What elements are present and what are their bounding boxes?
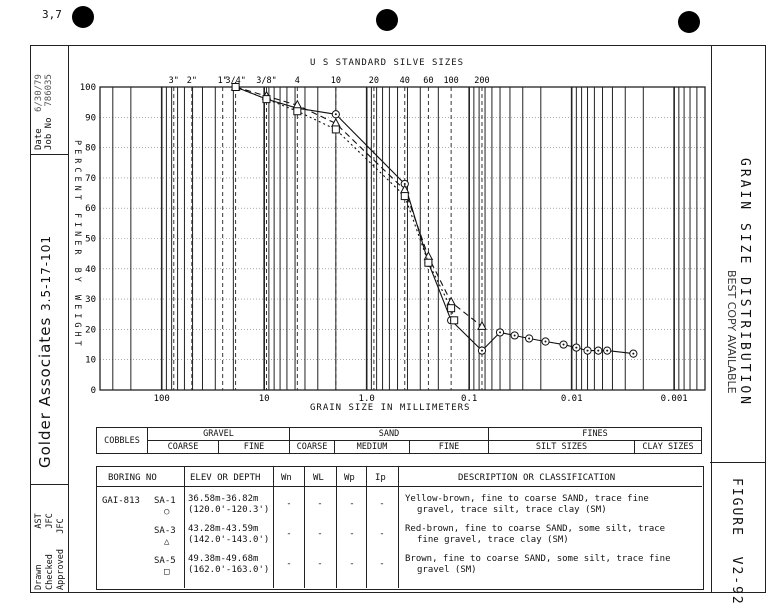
- x-tick-label: 1.0: [358, 394, 375, 404]
- header-ip: Ip: [375, 473, 386, 483]
- corner-mark: 3,7: [42, 8, 62, 21]
- elevation-metric: 43.28m-43.59m: [188, 524, 259, 534]
- best-copy-stamp: BEST COPY AVAILABLE: [725, 270, 738, 394]
- plastic-limit: -: [349, 529, 355, 539]
- data-point-dot: [606, 350, 608, 352]
- water-content: -: [286, 529, 292, 539]
- approved-label: Approved: [56, 549, 66, 590]
- series-line: [236, 87, 482, 326]
- water-content: -: [286, 559, 292, 569]
- checked-value: JFC: [45, 513, 55, 529]
- sieve-label: 3": [168, 76, 179, 86]
- y-tick-label: 20: [85, 325, 96, 336]
- x-tick-label: 0.1: [461, 394, 478, 404]
- elevation-feet: (162.0'-163.0'): [188, 565, 270, 575]
- water-content: -: [286, 499, 292, 509]
- sand-medium-cell: MEDIUM: [335, 441, 410, 454]
- sieve-label: 10: [330, 76, 341, 86]
- date-label: Date: [34, 128, 44, 150]
- y-axis-label: PERCENT FINER BY WEIGHT: [72, 140, 82, 350]
- y-tick-label: 50: [85, 234, 96, 245]
- figure-title: GRAIN SIZE DISTRIBUTION: [737, 158, 752, 408]
- y-tick-label: 70: [85, 173, 96, 184]
- y-tick-label: 100: [79, 83, 96, 93]
- col-rule: [184, 466, 185, 588]
- chart-grid: [100, 87, 705, 390]
- header-wl: WL: [313, 473, 324, 483]
- plasticity-index: -: [379, 499, 385, 509]
- sieve-label: 2": [186, 76, 197, 86]
- chart-labels: [80, 76, 688, 404]
- description-line: gravel (SM): [417, 565, 477, 575]
- drawn-value: AST: [34, 513, 44, 529]
- borings-header-rule: [96, 486, 702, 487]
- data-point-square: [425, 259, 432, 266]
- soil-classification-bar: [96, 427, 702, 454]
- data-point-dot: [587, 350, 589, 352]
- y-tick-label: 80: [85, 143, 96, 154]
- sieve-label: 200: [474, 76, 490, 86]
- elevation-feet: (120.0'-120.3'): [188, 505, 270, 515]
- data-point-dot: [632, 353, 634, 355]
- approved-value: JFC: [56, 518, 66, 534]
- sieve-label: 4: [294, 76, 300, 86]
- figure-label: FIGURE V2-92: [729, 478, 744, 606]
- sand-fine-cell: FINE: [410, 441, 489, 454]
- fines-cell: FINES: [489, 428, 702, 441]
- silt-sizes-cell: SILT SIZES: [489, 441, 635, 454]
- data-point-triangle: [447, 298, 455, 306]
- y-tick-label: 10: [85, 355, 96, 366]
- col-rule: [336, 466, 337, 588]
- data-point-dot: [335, 113, 337, 115]
- y-tick-label: 40: [85, 264, 96, 275]
- sample-id: SA-5: [154, 556, 176, 566]
- plastic-limit: -: [349, 559, 355, 569]
- liquid-limit: -: [317, 529, 323, 539]
- col-rule: [273, 466, 274, 588]
- elevation-metric: 49.38m-49.68m: [188, 554, 259, 564]
- gravel-cell: GRAVEL: [148, 428, 290, 441]
- data-point-square: [332, 126, 339, 133]
- figure-number: V2-92: [729, 556, 744, 606]
- sieve-label: 20: [368, 76, 380, 86]
- job-label: Job No: [44, 117, 54, 150]
- header-boring: BORING NO: [108, 473, 157, 483]
- sieve-label: 1": [217, 76, 228, 86]
- date-value: 6/30/79: [34, 74, 44, 113]
- x-tick-label: 0.01: [560, 394, 583, 404]
- sand-coarse-cell: COARSE: [290, 441, 335, 454]
- description-line: gravel, trace silt, trace clay (SM): [417, 505, 607, 515]
- header-elev: ELEV OR DEPTH: [190, 473, 261, 483]
- sieve-label: 40: [399, 76, 410, 86]
- job-code: 3.5-17-101: [39, 235, 53, 311]
- sieve-label: 60: [423, 76, 434, 86]
- data-point-dot: [499, 331, 501, 333]
- sample-symbol: △: [164, 537, 170, 547]
- sieve-label: 3/4": [225, 76, 246, 86]
- sample-symbol: □: [164, 567, 170, 577]
- description-line: fine gravel, trace clay (SM): [417, 535, 569, 545]
- sand-cell: SAND: [290, 428, 489, 441]
- plasticity-index: -: [379, 529, 385, 539]
- data-point-dot: [528, 337, 530, 339]
- liquid-limit: -: [317, 559, 323, 569]
- data-point-square: [448, 305, 455, 312]
- data-point-dot: [563, 344, 565, 346]
- description-line: Red-brown, fine to coarse SAND, some silt, trace: [405, 524, 666, 534]
- elevation-feet: (142.0'-143.0'): [188, 535, 270, 545]
- data-point-dot: [575, 347, 577, 349]
- data-point-square: [294, 108, 301, 115]
- x-axis-label: GRAIN SIZE IN MILLIMETERS: [310, 403, 471, 413]
- sieve-label: 3/8": [256, 76, 277, 86]
- checked-label: Checked: [45, 554, 55, 590]
- data-point-square: [401, 193, 408, 200]
- data-point-square: [263, 96, 270, 103]
- header-wp: Wp: [344, 473, 355, 483]
- data-point-square: [451, 317, 458, 324]
- sample-symbol: ○: [164, 507, 170, 517]
- description-line: Yellow-brown, fine to coarse SAND, trace fine: [405, 494, 649, 504]
- job-value: 786035: [44, 74, 54, 107]
- plasticity-index: -: [379, 559, 385, 569]
- sieve-label: 100: [443, 76, 459, 86]
- header-wn: Wn: [281, 473, 292, 483]
- y-tick-label: 0: [90, 386, 96, 396]
- x-tick-label: 0.001: [660, 394, 688, 404]
- sample-id: SA-3: [154, 526, 176, 536]
- col-rule: [366, 466, 367, 588]
- col-rule: [398, 466, 399, 588]
- y-tick-label: 60: [85, 204, 96, 215]
- chart-title: U S STANDARD SILVE SIZES: [310, 58, 465, 68]
- gravel-fine-cell: FINE: [219, 441, 290, 454]
- company-name: Golder Associates 3.5-17-101: [36, 235, 54, 468]
- cobbles-cell: COBBLES: [97, 428, 148, 454]
- description-line: Brown, fine to coarse SAND, some silt, trace fine: [405, 554, 671, 564]
- x-tick-label: 10: [258, 394, 270, 404]
- liquid-limit: -: [317, 499, 323, 509]
- gravel-coarse-cell: COARSE: [148, 441, 219, 454]
- col-rule: [304, 466, 305, 588]
- drawn-label: Drawn: [34, 564, 44, 590]
- boring-number: GAI-813: [102, 496, 140, 506]
- data-point-dot: [544, 341, 546, 343]
- y-tick-label: 30: [85, 295, 96, 306]
- x-tick-label: 100: [153, 394, 170, 404]
- plastic-limit: -: [349, 499, 355, 509]
- data-point-dot: [481, 350, 483, 352]
- sample-id: SA-1: [154, 496, 176, 506]
- data-point-dot: [514, 334, 516, 336]
- data-point-dot: [597, 350, 599, 352]
- clay-sizes-cell: CLAY SIZES: [635, 441, 702, 454]
- y-tick-label: 90: [85, 113, 96, 124]
- header-desc: DESCRIPTION OR CLASSIFICATION: [458, 473, 616, 483]
- elevation-metric: 36.58m-36.82m: [188, 494, 259, 504]
